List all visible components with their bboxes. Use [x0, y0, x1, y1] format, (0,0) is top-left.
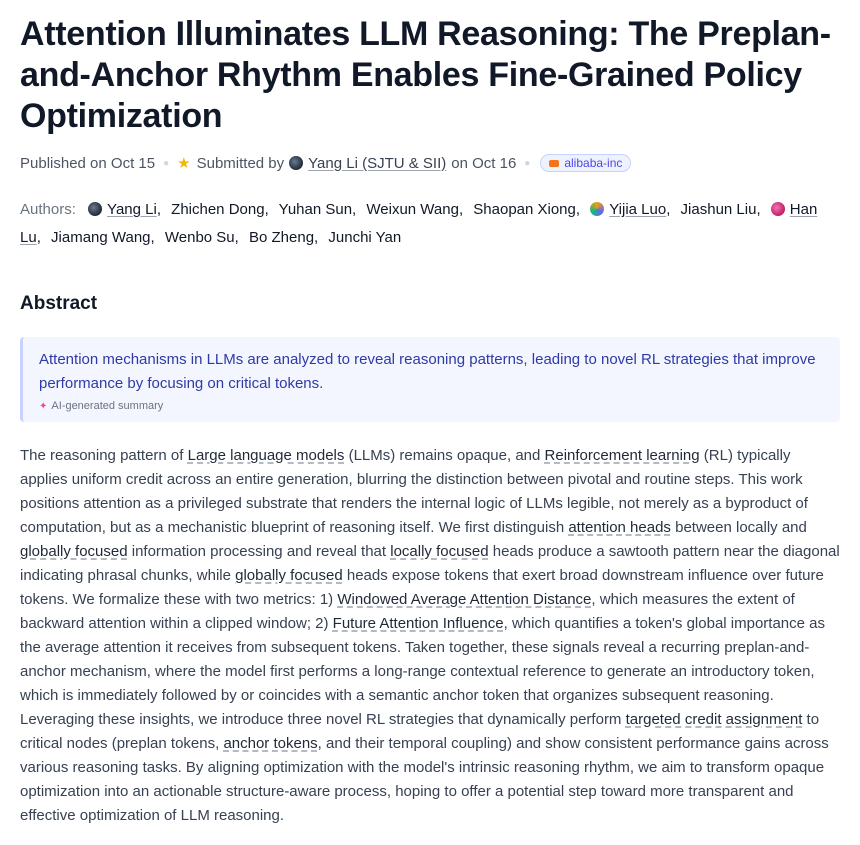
abstract-text: (RL) typically applies uniform credit across an entire generation, blurring the distinction between pivotal and routine steps. This work positions attention as a privileged substrate that renders the internal logic of LLMs legible, not merely as a byproduct of computation, but as a mechanistic blueprint of reasoning itself. We first distinguish [20, 447, 808, 536]
author-item: Bo Zheng, [249, 229, 319, 246]
abstract-text: heads expose tokens that exert broad downstream influence over future tokens. We formalize these with two metrics: 1) [20, 567, 824, 608]
abstract-text: (LLMs) remains opaque, and [344, 447, 545, 464]
glossary-term-link[interactable]: globally focused [20, 543, 128, 560]
author-item: Shaopan Xiong, [473, 201, 581, 218]
separator-dot: ● [163, 157, 170, 169]
author-name: Yuhan Sun [278, 201, 353, 218]
abstract-heading: Abstract [20, 293, 98, 314]
author-item: Wenbo Su, [164, 229, 239, 246]
abstract-text: , and their temporal coupling) and show consistent performance gains across various reasoning tasks. By aligning optimization with the model's intrinsic reasoning rhythm, we aim to transform opaque optimization into an actionable structure-aware process, hoping to offer a potential step toward more transparent and effective optimization of LLM reasoning. [20, 735, 829, 824]
glossary-term-link[interactable]: Reinforcement learning [544, 447, 700, 464]
author-name: Shaopan Xiong [473, 201, 576, 218]
ai-summary-text: Attention mechanisms in LLMs are analyzed to reveal reasoning patterns, leading to novel RL strategies that improve performance by focusing on critical tokens. [39, 351, 816, 392]
glossary-term-link[interactable]: targeted credit assignment [625, 711, 803, 728]
glossary-term-link[interactable]: Windowed Average Attention Distance [337, 591, 592, 608]
author-item: Jiamang Wang, [51, 229, 155, 246]
author-name[interactable]: Yang Li [107, 201, 157, 218]
author-name: Junchi Yan [328, 229, 402, 246]
glossary-term-link[interactable]: anchor tokens [223, 735, 318, 752]
abstract-body [20, 444, 840, 828]
author-item: Yuhan Sun, [278, 201, 357, 218]
abstract-text: information processing and reveal that [127, 543, 391, 560]
submitter-avatar-icon [289, 156, 303, 170]
submitter-link[interactable]: Yang Li (SJTU & SII) [308, 154, 447, 172]
abstract-text: The reasoning pattern of [20, 447, 188, 464]
author-name: Wenbo Su [164, 229, 235, 246]
abstract-text: , which quantifies a token's global importance as the average attention it receives from subsequent tokens. Taken together, these signals reveal a recurring preplan-and-anchor mechanism, where the model first performs a long-range contextual reference to generate an introductory token, which is immediately followed by or coincides with a semantic anchor token that organizes subsequent reasoning. Leveraging these insights, we introduce three novel RL strategies that dynamically perform [20, 615, 826, 728]
author-item[interactable]: Han Lu, [20, 201, 818, 246]
author-item: Weixun Wang, [366, 201, 464, 218]
abstract-text: between locally and [670, 519, 807, 536]
abstract-text: , which measures the extent of backward attention within a clipped window; 2) [20, 591, 795, 632]
author-avatar-icon [88, 202, 102, 216]
org-name: alibaba-inc [564, 156, 623, 170]
ai-summary-note [39, 400, 824, 412]
author-name: Jiamang Wang [51, 229, 151, 246]
author-name: Zhichen Dong [171, 201, 265, 218]
paper-title: Attention Illuminates LLM Reasoning: The Preplan-and-Anchor Rhythm Enables Fine-Grained Policy Optimization [20, 15, 831, 135]
abstract-text: to critical nodes (preplan tokens, [20, 711, 820, 752]
published-date: Published on Oct 15 [20, 154, 156, 172]
author-name: Weixun Wang [366, 201, 459, 218]
author-avatar-icon [771, 202, 785, 216]
abstract-text: heads produce a sawtooth pattern near the diagonal indicating phrasal chunks, while [20, 543, 840, 584]
glossary-term-link[interactable]: Future Attention Influence [332, 615, 504, 632]
glossary-term-link[interactable]: globally focused [235, 567, 343, 584]
author-item[interactable]: Yijia Luo, [590, 201, 670, 218]
author-name: Jiashun Liu [680, 201, 757, 218]
ai-summary-box [20, 337, 840, 422]
author-item[interactable]: Yang Li, [88, 201, 161, 218]
submitted-prefix: Submitted by [196, 154, 285, 172]
glossary-term-link[interactable]: locally focused [390, 543, 489, 560]
paper-meta [20, 150, 840, 176]
ai-summary-label: AI-generated summary [51, 400, 164, 412]
sparkle-icon: ✦ [39, 401, 48, 412]
glossary-term-link[interactable]: Large language models [187, 447, 345, 464]
org-logo-icon [549, 160, 559, 167]
author-item: Zhichen Dong, [171, 201, 269, 218]
author-avatar-icon [590, 202, 604, 216]
submitter[interactable] [289, 155, 446, 172]
authors-label: Authors: [20, 201, 76, 218]
separator-dot: ● [524, 157, 531, 169]
author-name[interactable]: Han Lu [20, 201, 818, 246]
author-item: Jiashun Liu, [680, 201, 761, 218]
submitted-date: on Oct 16 [451, 154, 517, 172]
org-badge[interactable] [540, 154, 631, 172]
author-name[interactable]: Yijia Luo [609, 201, 667, 218]
glossary-term-link[interactable]: attention heads [568, 519, 671, 536]
star-icon: ★ [177, 155, 191, 172]
author-name: Bo Zheng [249, 229, 315, 246]
authors-list [20, 196, 840, 252]
author-item [328, 229, 401, 246]
